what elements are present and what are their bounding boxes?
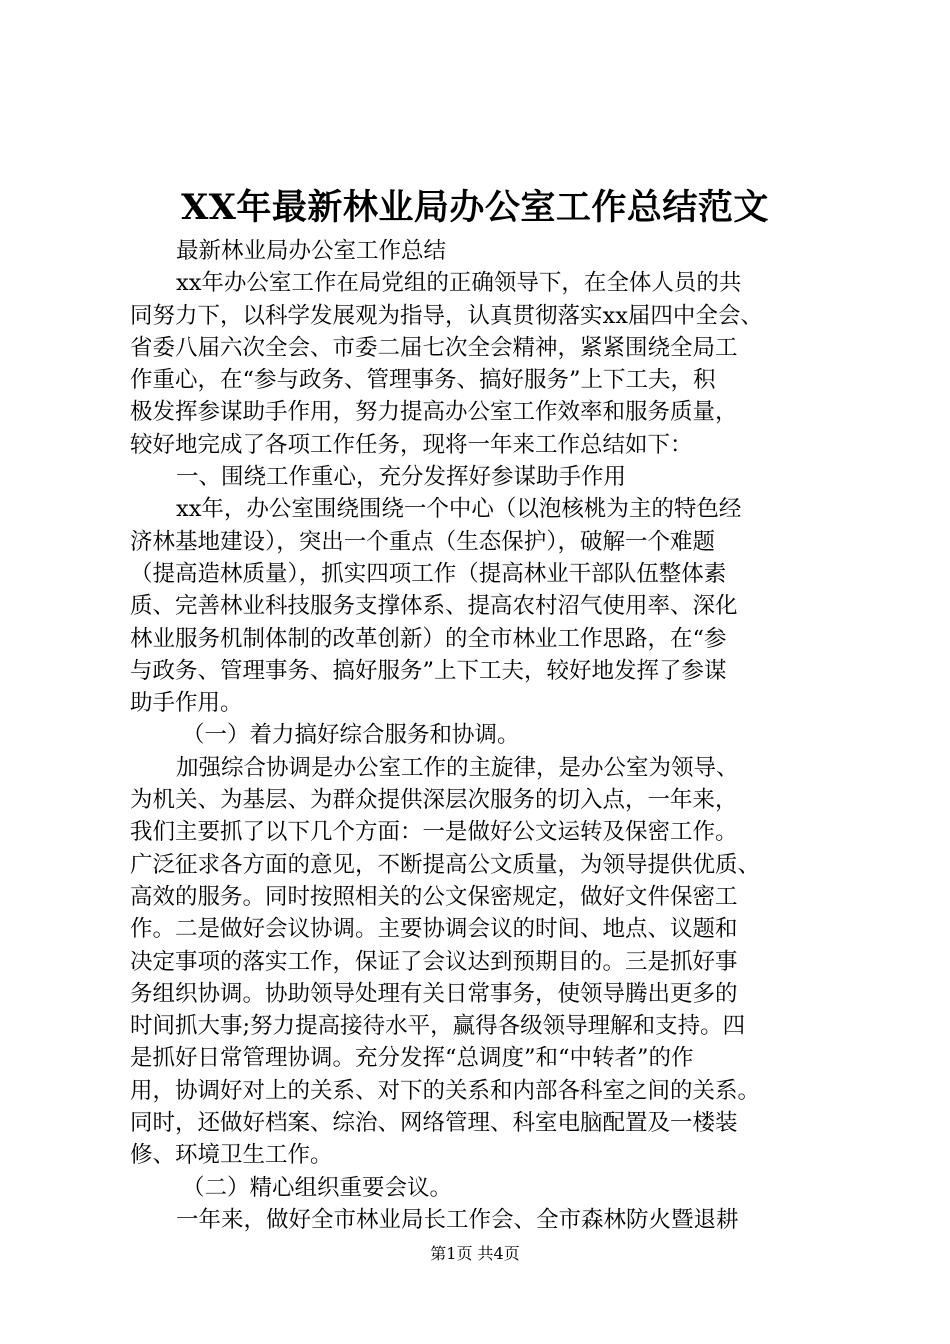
paragraph-line: 修、环境卫生工作。 (130, 1142, 333, 1169)
paragraph-line: 济林基地建设），突出一个重点（生态保护），破解一个难题 (130, 528, 716, 555)
section-heading: 一、围绕工作重心，充分发挥好参谋助手作用 (176, 464, 627, 491)
paragraph-line: 我们主要抓了以下几个方面：一是做好公文运转及保密工作。 (130, 819, 738, 846)
paragraph-line: 时间抓大事;努力提高接待水平，赢得各级领导理解和支持。四 (130, 1013, 746, 1040)
page-footer: 第1页 共4页 (430, 1244, 520, 1263)
document-body (130, 235, 852, 1236)
paragraph-line: 务组织协调。协助领导处理有关日常事务，使领导腾出更多的 (130, 980, 738, 1007)
paragraph-line: 与政务、管理事务、搞好服务”上下工夫，较好地发挥了参谋 (130, 657, 727, 684)
paragraph-line: xx年办公室工作在局党组的正确领导下，在全体人员的共 (176, 270, 742, 297)
paragraph-line: 为机关、为基层、为群众提供深层次服务的切入点，一年来， (130, 787, 738, 814)
paragraph-line: 林业服务机制体制的改革创新）的全市林业工作思路，在“参 (130, 625, 727, 652)
paragraph-line: 高效的服务。同时按照相关的公文保密规定，做好文件保密工 (130, 883, 738, 910)
paragraph-line: xx年，办公室围绕围绕一个中心（以泡核桃为主的特色经 (176, 496, 742, 523)
paragraph-line: 一年来，做好全市林业局长工作会、全市森林防火暨退耕 (176, 1206, 739, 1233)
subsection-heading: （一）着力搞好综合服务和协调。 (182, 722, 520, 749)
paragraph-line: 作。二是做好会议协调。主要协调会议的时间、地点、议题和 (130, 916, 738, 943)
document-title: XX年最新林业局办公室工作总结范文 (181, 187, 769, 228)
paragraph-line: 决定事项的落实工作，保证了会议达到预期目的。三是抓好事 (130, 948, 738, 975)
paragraph-line: 省委八届六次全会、市委二届七次全会精神，紧紧围绕全局工 (130, 334, 738, 361)
paragraph-line: 广泛征求各方面的意见，不断提高公文质量，为领导提供优质、 (130, 851, 761, 878)
subsection-heading: （二）精心组织重要会议。 (182, 1174, 453, 1201)
subtitle-line: 最新林业局办公室工作总结 (176, 238, 447, 264)
paragraph-line: 极发挥参谋助手作用，努力提高办公室工作效率和服务质量， (130, 399, 738, 426)
paragraph-line: 用，协调好对上的关系、对下的关系和内部各科室之间的关系。 (130, 1077, 761, 1104)
paragraph-line: 是抓好日常管理协调。充分发挥“总调度”和“中转者”的作 (130, 1045, 694, 1072)
paragraph-line: 较好地完成了各项工作任务，现将一年来工作总结如下： (130, 431, 693, 458)
paragraph-line: （提高造林质量），抓实四项工作（提高林业干部队伍整体素 (130, 560, 727, 587)
paragraph-line: 加强综合协调是办公室工作的主旋律，是办公室为领导、 (176, 754, 739, 781)
paragraph-line: 同努力下，以科学发展观为指导，认真贯彻落实xx届四中全会、 (130, 302, 763, 329)
paragraph-line: 质、完善林业科技服务支撑体系、提高农村沼气使用率、深化 (130, 593, 738, 620)
paragraph-line: 同时，还做好档案、综治、网络管理、科室电脑配置及一楼装 (130, 1110, 738, 1137)
paragraph-line: 助手作用。 (130, 690, 243, 717)
paragraph-line: 作重心，在“参与政务、管理事务、搞好服务”上下工夫，积 (130, 367, 716, 394)
